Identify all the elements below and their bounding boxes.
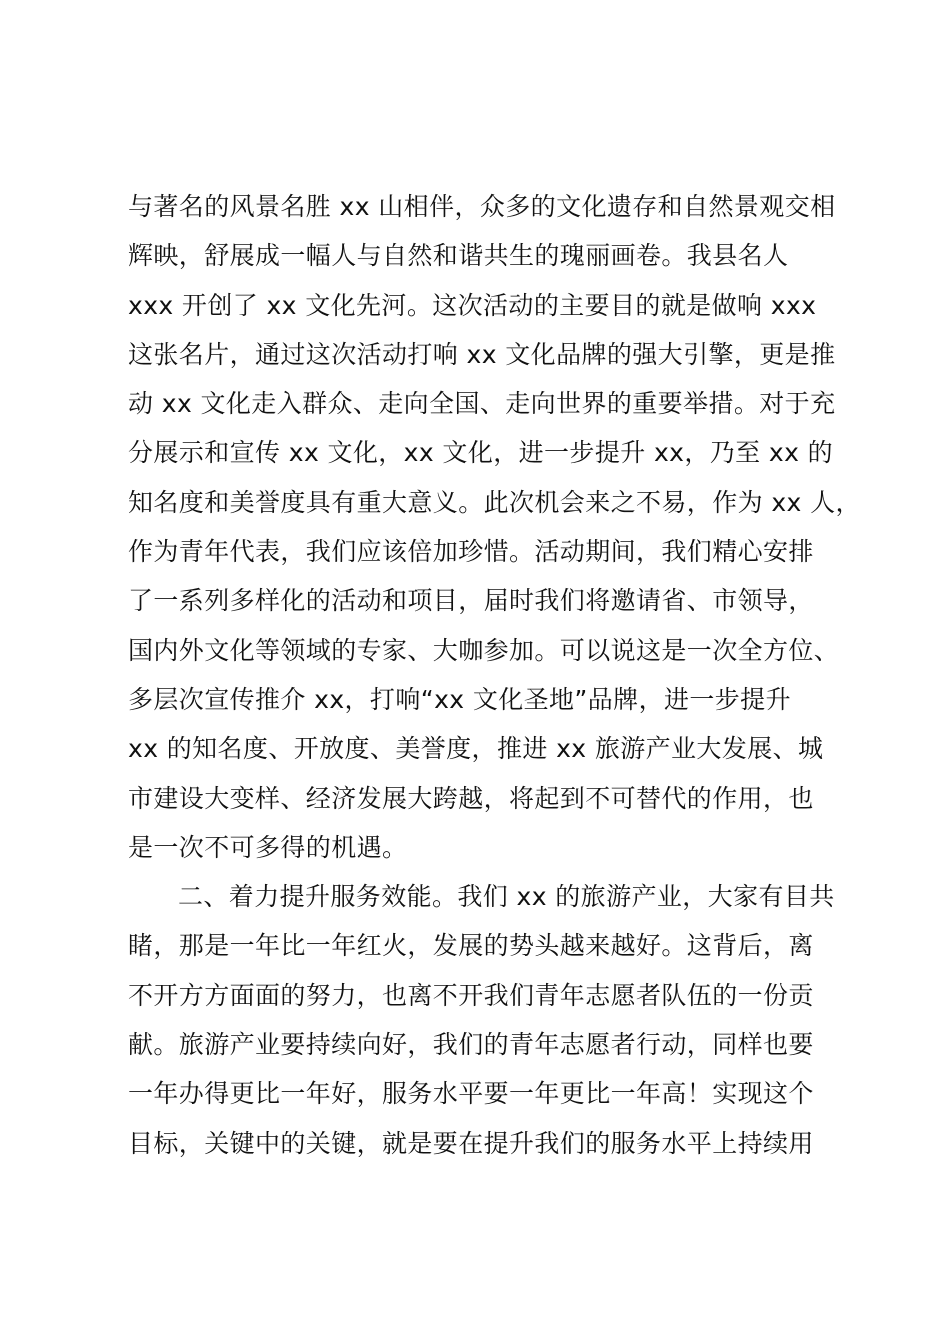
text-line: 一年办得更比一年好，服务水平要一年更比一年高！实现这个 (128, 1079, 814, 1109)
document-body (128, 182, 861, 1168)
text-line: 目标，关键中的关键，就是要在提升我们的服务水平上持续用 (128, 1128, 814, 1158)
text-line: 这张名片，通过这次活动打响 xx 文化品牌的强大引擎，更是推 (128, 339, 836, 369)
text-line: 市建设大变样、经济发展大跨越，将起到不可替代的作用，也 (128, 783, 814, 813)
text-line: 知名度和美誉度具有重大意义。此次机会来之不易，作为 xx 人， (128, 487, 861, 517)
text-line: 了一系列多样化的活动和项目，届时我们将邀请省、市领导， (128, 586, 814, 616)
text-line: 分展示和宣传 xx 文化，xx 文化，进一步提升 xx，乃至 xx 的 (128, 438, 834, 468)
text-line: 动 xx 文化走入群众、走向全国、走向世界的重要举措。对于充 (128, 389, 836, 419)
text-line: 睹，那是一年比一年红火，发展的势头越来越好。这背后，离 (128, 931, 814, 961)
text-line: xx 的知名度、开放度、美誉度，推进 xx 旅游产业大发展、城 (128, 734, 824, 764)
text-line: 是一次不可多得的机遇。 (128, 832, 408, 862)
text-line: 辉映，舒展成一幅人与自然和谐共生的瑰丽画卷。我县名人 (128, 241, 789, 271)
text-line: 不开方方面面的努力，也离不开我们青年志愿者队伍的一份贡 (128, 980, 814, 1010)
text-line: 多层次宣传推介 xx，打响“xx 文化圣地”品牌，进一步提升 (128, 684, 791, 714)
text-line: 国内外文化等领域的专家、大咖参加。可以说这是一次全方位、 (128, 635, 840, 665)
text-line: 与著名的风景名胜 xx 山相伴，众多的文化遗存和自然景观交相 (128, 192, 836, 221)
text-line: xxx 开创了 xx 文化先河。这次活动的主要目的就是做响 xxx (128, 290, 817, 320)
text-line: 献。旅游产业要持续向好，我们的青年志愿者行动，同样也要 (128, 1030, 814, 1060)
text-line: 作为青年代表，我们应该倍加珍惜。活动期间，我们精心安排 (128, 537, 814, 567)
section-heading-line: 二、着力提升服务效能。我们 xx 的旅游产业，大家有目共 (178, 882, 835, 912)
